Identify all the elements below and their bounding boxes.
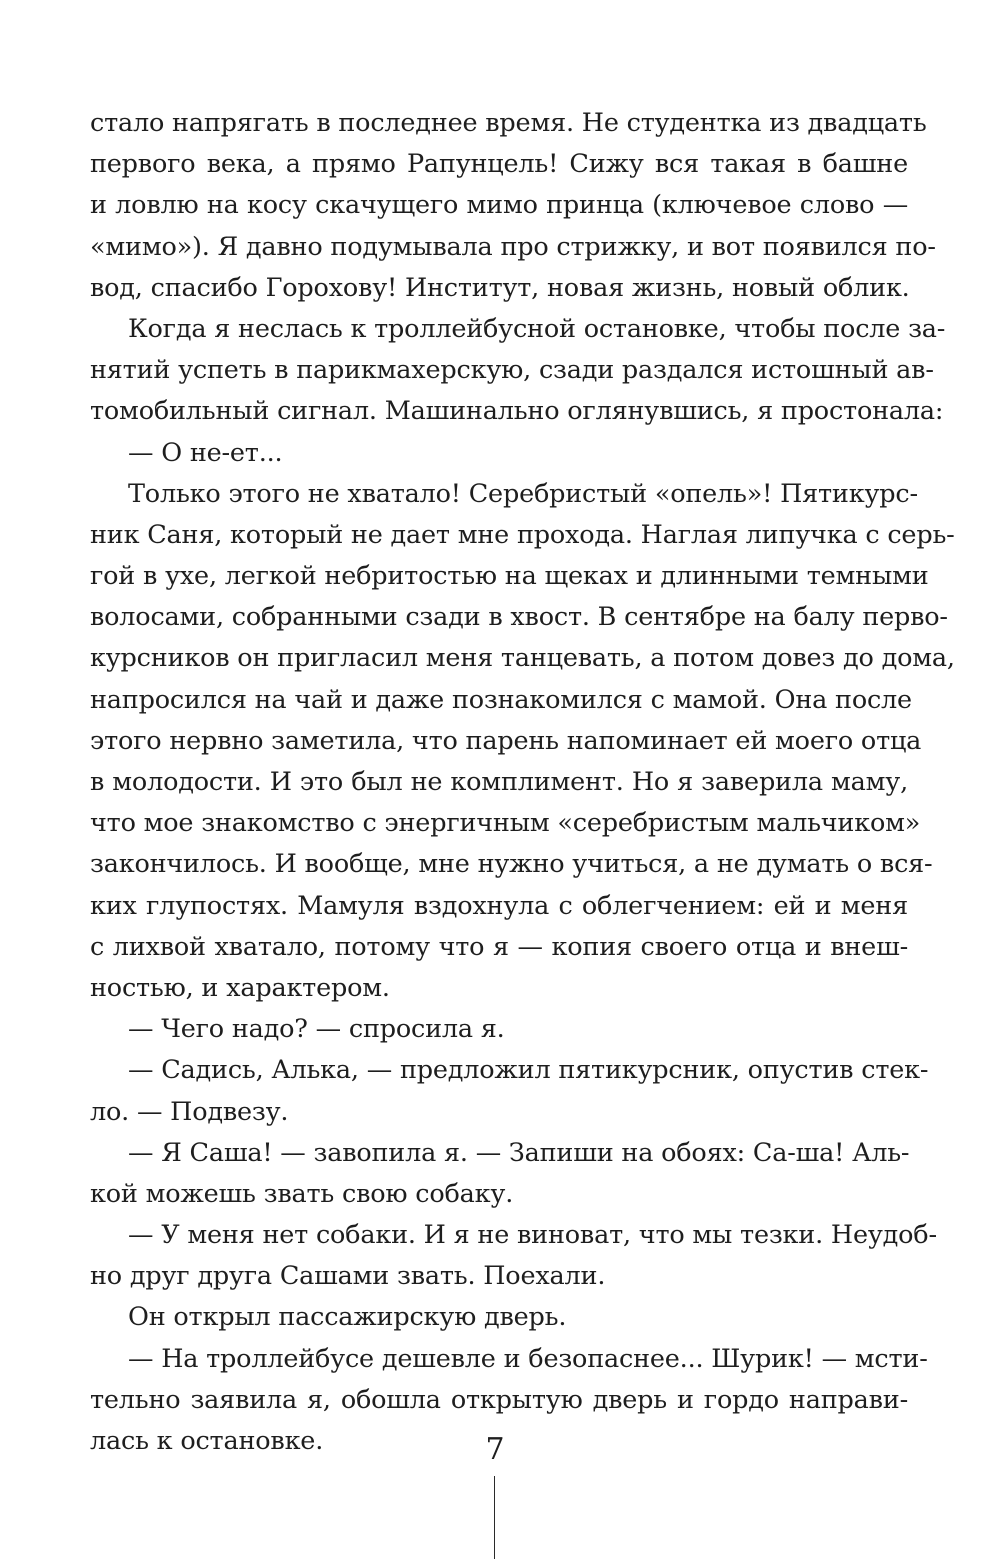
text-line: — На троллейбусе дешевле и безопаснее... Шурик! — мсти- bbox=[128, 1343, 928, 1374]
text-line: ностью, и характером. bbox=[90, 972, 390, 1003]
text-line: ло. — Подвезу. bbox=[90, 1096, 289, 1127]
text-line: стало напрягать в последнее время. Не студентка из двадцать bbox=[90, 108, 927, 138]
text-line: лась к остановке. bbox=[90, 1426, 324, 1456]
page-body-text bbox=[90, 103, 955, 1462]
text-line: и ловлю на косу скачущего мимо принца (ключевое слово — bbox=[90, 190, 908, 221]
text-line: — Чего надо? — спросила я. bbox=[128, 1014, 505, 1045]
text-line: курсников он пригласил меня танцевать, а потом довез до дома, bbox=[90, 643, 955, 674]
page-number-rule bbox=[494, 1476, 495, 1559]
text-line: Он открыл пассажирскую дверь. bbox=[128, 1302, 567, 1333]
page-number: 7 bbox=[485, 1432, 505, 1467]
text-line: ник Саня, который не дает мне прохода. Наглая липучка с серь- bbox=[90, 519, 955, 550]
text-line: первого века, а прямо Рапунцель! Сижу вся такая в башне bbox=[90, 149, 908, 180]
text-line: но друг друга Сашами звать. Поехали. bbox=[90, 1261, 606, 1292]
text-line: ких глупостях. Мамуля вздохнула с облегчением: ей и меня bbox=[90, 890, 908, 921]
text-line: — Я Саша! — завопила я. — Запиши на обоях: Са-ша! Аль- bbox=[128, 1137, 910, 1168]
text-line: закончилось. И вообще, мне нужно учиться, а не думать о вся- bbox=[90, 849, 933, 880]
text-line: этого нервно заметила, что парень напоминает ей моего отца bbox=[90, 725, 922, 756]
text-line: — О не-ет... bbox=[128, 437, 283, 468]
text-line: — У меня нет собаки. И я не виноват, что мы тезки. Неудоб- bbox=[128, 1220, 937, 1251]
text-line: тельно заявила я, обошла открытую дверь и гордо направи- bbox=[90, 1384, 908, 1415]
text-line: кой можешь звать свою собаку. bbox=[90, 1178, 514, 1209]
text-line: «мимо»). Я давно подумывала про стрижку, и вот появился по- bbox=[90, 231, 936, 262]
text-line: гой в ухе, легкой небритостью на щеках и длинными темными bbox=[90, 561, 929, 592]
text-line: в молодости. И это был не комплимент. Но я заверила маму, bbox=[90, 767, 908, 797]
text-line: — Садись, Алька, — предложил пятикурсник, опустив стек- bbox=[128, 1055, 929, 1086]
text-line: что мое знакомство с энергичным «серебристым мальчиком» bbox=[90, 808, 921, 839]
text-line: с лихвой хватало, потому что я — копия своего отца и внеш- bbox=[90, 931, 908, 962]
text-line: напросился на чай и даже познакомился с мамой. Она после bbox=[90, 684, 912, 715]
text-line: волосами, собранными сзади в хвост. В сентябре на балу перво- bbox=[90, 602, 948, 633]
text-line: вод, спасибо Горохову! Институт, новая жизнь, новый облик. bbox=[90, 272, 910, 303]
text-line: томобильный сигнал. Машинально оглянувшись, я простонала: bbox=[90, 396, 944, 427]
text-line: Только этого не хватало! Серебристый «опель»! Пятикурс- bbox=[128, 478, 918, 509]
text-line: нятий успеть в парикмахерскую, сзади раздался истошный ав- bbox=[90, 355, 934, 386]
text-line: Когда я неслась к троллейбусной остановке, чтобы после за- bbox=[128, 313, 946, 344]
